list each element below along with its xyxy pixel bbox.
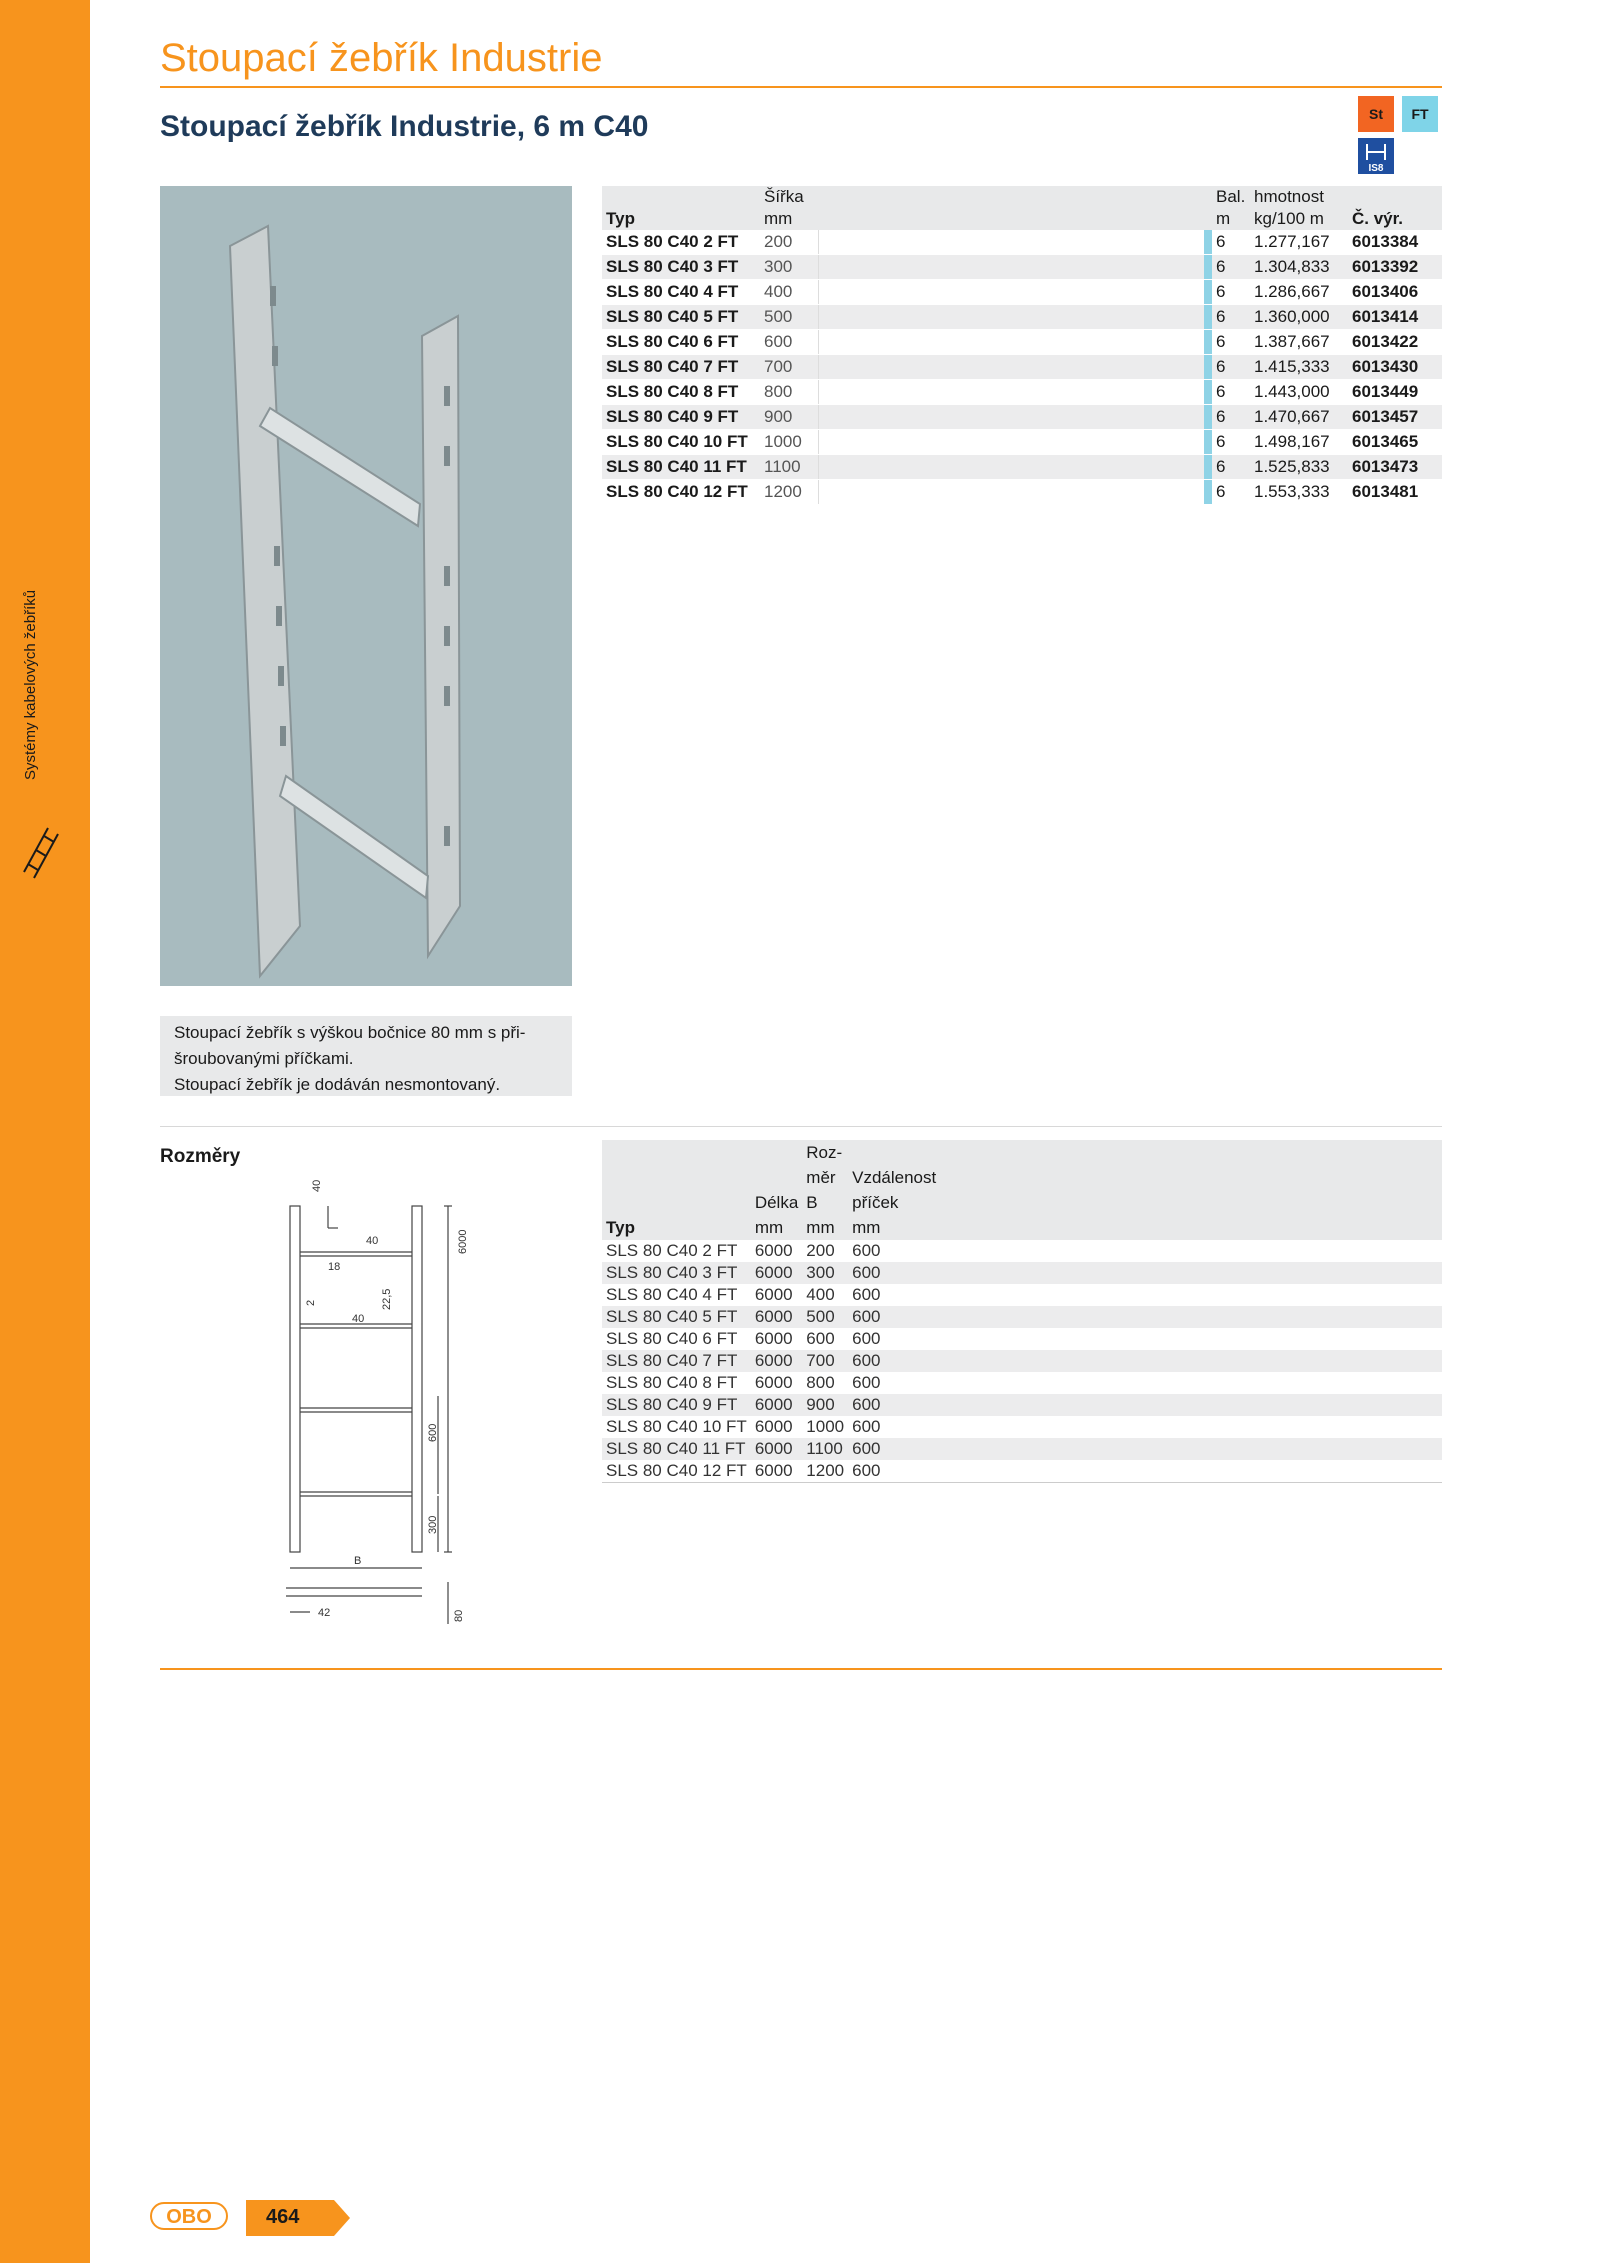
cell-sirka: 1200 [760,480,819,505]
cell-sirka: 400 [760,280,819,305]
cell-typ: SLS 80 C40 6 FT [606,1329,738,1348]
cell-spacer [819,255,1205,280]
cell-delka: 6000 [754,1285,793,1304]
cell-spacer [819,455,1205,480]
cell-vzdalenost: 600 [848,1262,940,1284]
cell-spacer [819,330,1205,355]
cell-sirka: 500 [760,305,819,330]
col-spacer [819,186,1205,230]
cell-typ: SLS 80 C40 6 FT [602,330,760,355]
col-filler [940,1140,1442,1240]
table-row [602,1438,1442,1460]
cell-typ: SLS 80 C40 4 FT [606,1285,738,1304]
cell-typ: SLS 80 C40 10 FT [606,1417,747,1436]
col-vzd-unit: mm [852,1218,881,1237]
col-delka-unit: mm [754,1218,784,1237]
cell-typ: SLS 80 C40 12 FT [602,480,760,505]
cell-delka: 6000 [751,1306,802,1328]
cell-hmotnost: 1.415,333 [1250,355,1348,380]
cell-cislo: 6013449 [1348,380,1442,405]
cell-marker [1204,280,1212,305]
product-description [160,1016,572,1096]
table-row [602,1328,1442,1350]
cell-bal: 6 [1212,305,1250,330]
table-row [602,1394,1442,1416]
table-row [602,430,1442,455]
table-row [602,1460,1442,1483]
cell-hmotnost: 1.525,833 [1250,455,1348,480]
col-rozmer-label: B [806,1193,818,1212]
cell-marker [1204,405,1212,430]
table-row [602,1284,1442,1306]
description-line: Stoupací žebřík je dodáván nesmontovaný. [174,1075,501,1094]
cell-sirka: 700 [760,355,819,380]
cell-hmotnost: 1.443,000 [1250,380,1348,405]
dim-label: 42 [318,1607,331,1619]
page-number-tab [246,2200,350,2236]
cell-typ: SLS 80 C40 8 FT [602,380,760,405]
col-rozmer [802,1140,848,1240]
cell-delka: 6000 [751,1394,802,1416]
cell-vzdalenost: 600 [852,1417,881,1436]
logo-text: OBO [166,2206,212,2228]
table-row [602,1240,1442,1262]
cell-hmotnost: 1.277,167 [1250,230,1348,255]
cell-bal: 6 [1212,455,1250,480]
cell-delka: 6000 [751,1438,802,1460]
cell-typ: SLS 80 C40 7 FT [602,1350,751,1372]
cell-filler [940,1460,1442,1483]
dim-label: 2 [305,1299,317,1306]
cell-filler [940,1350,1442,1372]
cell-cislo: 6013406 [1348,280,1442,305]
cell-sirka: 800 [760,380,819,405]
table-row [602,355,1442,380]
section-label: Systémy kabelových žebříků [22,589,39,780]
page-number: 464 [266,2206,300,2228]
dim-label: 40 [311,1179,323,1192]
ladder-icon [18,820,62,880]
cell-typ: SLS 80 C40 10 FT [602,430,760,455]
cell-spacer [819,380,1205,405]
cell-filler [940,1438,1442,1460]
cell-b: 700 [802,1350,848,1372]
cell-typ: SLS 80 C40 3 FT [602,255,760,280]
cell-cislo: 6013465 [1348,430,1442,455]
table-row [602,1262,1442,1284]
cell-bal: 6 [1212,280,1250,305]
cell-cislo: 6013457 [1348,405,1442,430]
col-typ: Typ [606,1218,635,1237]
table-row [602,1372,1442,1394]
dimensions-table [602,1140,1442,1483]
ladder-photo [160,186,572,986]
cell-spacer [819,305,1205,330]
cell-marker [1204,355,1212,380]
cell-spacer [819,430,1205,455]
dim-label: 40 [352,1313,365,1325]
article-table [602,186,1442,505]
cell-marker [1204,480,1212,505]
cell-b: 1100 [802,1438,848,1460]
cell-hmotnost: 1.360,000 [1250,305,1348,330]
dim-label: 600 [427,1423,439,1442]
heading-divider [160,86,1442,88]
cell-vzdalenost: 600 [852,1373,881,1392]
col-rozmer-label: měr [806,1168,836,1187]
table-row [602,255,1442,280]
table-header-row [602,1140,1442,1240]
section-divider [160,1126,1442,1127]
dim-label: 22,5 [381,1288,393,1310]
cell-vzdalenost: 600 [852,1329,881,1348]
col-sirka-label: Šířka [764,187,804,206]
cell-cislo: 6013481 [1348,480,1442,505]
cell-b: 200 [806,1241,835,1260]
cell-typ: SLS 80 C40 5 FT [602,1306,751,1328]
col-vzd-label: příček [852,1193,899,1212]
table-row [602,405,1442,430]
table-row [602,480,1442,505]
cell-typ: SLS 80 C40 5 FT [602,305,760,330]
cell-cislo: 6013430 [1348,355,1442,380]
cell-filler [940,1416,1442,1438]
cell-marker [1204,305,1212,330]
cell-typ: SLS 80 C40 2 FT [602,230,760,255]
dim-label: 6000 [457,1229,469,1254]
cell-spacer [819,480,1205,505]
is8-label: IS8 [1368,163,1384,174]
cell-sirka: 300 [760,255,819,280]
cell-cislo: 6013414 [1348,305,1442,330]
cell-vzdalenost: 600 [848,1460,940,1483]
cell-bal: 6 [1212,480,1250,505]
cell-bal: 6 [1212,230,1250,255]
ladder-dimension-drawing [268,1172,488,1628]
cell-delka: 6000 [751,1460,802,1483]
cell-bal: 6 [1212,355,1250,380]
cell-marker [1204,455,1212,480]
footer-divider [160,1668,1442,1670]
cell-marker [1204,255,1212,280]
cell-typ: SLS 80 C40 11 FT [602,455,760,480]
col-marker [1204,186,1212,230]
cell-sirka: 600 [760,330,819,355]
table-row [602,1416,1442,1438]
cell-b: 400 [806,1285,835,1304]
cell-delka: 6000 [751,1350,802,1372]
cell-b: 300 [802,1262,848,1284]
cell-vzdalenost: 600 [848,1306,940,1328]
cell-vzdalenost: 600 [848,1438,940,1460]
col-hmotnost-label: hmotnost [1254,187,1324,206]
cell-b: 1200 [802,1460,848,1483]
dim-label: 300 [427,1515,439,1534]
finish-badge-ft: FT [1402,96,1438,132]
col-hmotnost-unit: kg/100 m [1254,209,1324,228]
col-vzd-label: Vzdálenost [852,1168,937,1187]
cell-delka: 6000 [754,1241,793,1260]
cell-filler [940,1284,1442,1306]
table-row [602,280,1442,305]
cell-sirka: 1100 [760,455,819,480]
col-cislo: Č. výr. [1352,209,1404,228]
cell-bal: 6 [1212,430,1250,455]
cell-spacer [819,405,1205,430]
cell-hmotnost: 1.470,667 [1250,405,1348,430]
cell-typ: SLS 80 C40 9 FT [602,1394,751,1416]
cell-spacer [819,355,1205,380]
cell-marker [1204,330,1212,355]
col-typ: Typ [606,209,635,228]
cell-spacer [819,280,1205,305]
cell-vzdalenost: 600 [848,1350,940,1372]
col-delka [751,1140,802,1240]
sidebar [0,0,90,2263]
cell-filler [940,1372,1442,1394]
cell-sirka: 900 [760,405,819,430]
cell-filler [940,1306,1442,1328]
cell-vzdalenost: 600 [848,1394,940,1416]
product-title: Stoupací žebřík Industrie, 6 m C40 [160,110,649,143]
cell-cislo: 6013384 [1348,230,1442,255]
table-row [602,380,1442,405]
cell-marker [1204,430,1212,455]
cell-marker [1204,380,1212,405]
cell-typ: SLS 80 C40 12 FT [602,1460,751,1483]
cell-delka: 6000 [754,1417,793,1436]
cell-typ: SLS 80 C40 9 FT [602,405,760,430]
col-rozmer-label: Roz- [806,1143,843,1162]
cell-vzdalenost: 600 [852,1285,881,1304]
col-rozmer-unit: mm [806,1218,835,1237]
cell-hmotnost: 1.553,333 [1250,480,1348,505]
cell-filler [940,1328,1442,1350]
table-header-row [602,186,1442,230]
col-vzdalenost [848,1140,940,1240]
cell-bal: 6 [1212,405,1250,430]
cell-vzdalenost: 600 [852,1241,881,1260]
col-bal [1212,186,1250,230]
col-hmotnost [1250,186,1348,230]
cell-cislo: 6013392 [1348,255,1442,280]
cell-bal: 6 [1212,255,1250,280]
cell-delka: 6000 [751,1262,802,1284]
table-row [602,455,1442,480]
cell-hmotnost: 1.498,167 [1250,430,1348,455]
col-bal-unit: m [1216,209,1231,228]
dim-label: B [354,1555,362,1567]
dim-label: 18 [328,1261,341,1273]
cell-hmotnost: 1.387,667 [1250,330,1348,355]
cell-hmotnost: 1.304,833 [1250,255,1348,280]
cell-filler [940,1240,1442,1262]
dim-label: 40 [366,1235,379,1247]
cell-cislo: 6013422 [1348,330,1442,355]
table-row [602,1306,1442,1328]
cell-b: 1000 [806,1417,845,1436]
cell-sirka: 1000 [760,430,819,455]
cell-b: 500 [802,1306,848,1328]
cell-filler [940,1262,1442,1284]
table-row [602,230,1442,255]
cell-typ: SLS 80 C40 2 FT [606,1241,738,1260]
cell-b: 800 [806,1373,835,1392]
cell-cislo: 6013473 [1348,455,1442,480]
cell-marker [1204,230,1212,255]
obo-logo [150,2202,228,2230]
cell-delka: 6000 [754,1329,793,1348]
col-sirka [760,186,819,230]
cell-hmotnost: 1.286,667 [1250,280,1348,305]
cell-sirka: 200 [760,230,819,255]
cell-typ: SLS 80 C40 11 FT [602,1438,751,1460]
material-badge-st: St [1358,96,1394,132]
cell-bal: 6 [1212,380,1250,405]
cell-delka: 6000 [754,1373,793,1392]
table-row [602,1350,1442,1372]
dim-label: 80 [453,1609,465,1622]
cell-filler [940,1394,1442,1416]
description-line: Stoupací žebřík s výškou bočnice 80 mm s při-šroubovanými příčkami. [174,1023,526,1068]
cell-typ: SLS 80 C40 8 FT [606,1373,738,1392]
col-sirka-unit: mm [764,209,793,228]
table-row [602,305,1442,330]
cell-typ: SLS 80 C40 7 FT [602,355,760,380]
table-row [602,330,1442,355]
cell-typ: SLS 80 C40 3 FT [602,1262,751,1284]
col-bal-label: Bal. [1216,187,1246,206]
cell-bal: 6 [1212,330,1250,355]
col-delka-label: Délka [754,1193,799,1212]
cell-b: 600 [806,1329,835,1348]
dimensions-title: Rozměry [160,1146,241,1167]
page-heading: Stoupací žebřík Industrie [160,36,603,80]
cell-spacer [819,230,1205,255]
cell-b: 900 [802,1394,848,1416]
cell-typ: SLS 80 C40 4 FT [602,280,760,305]
is8-icon [1358,138,1394,174]
